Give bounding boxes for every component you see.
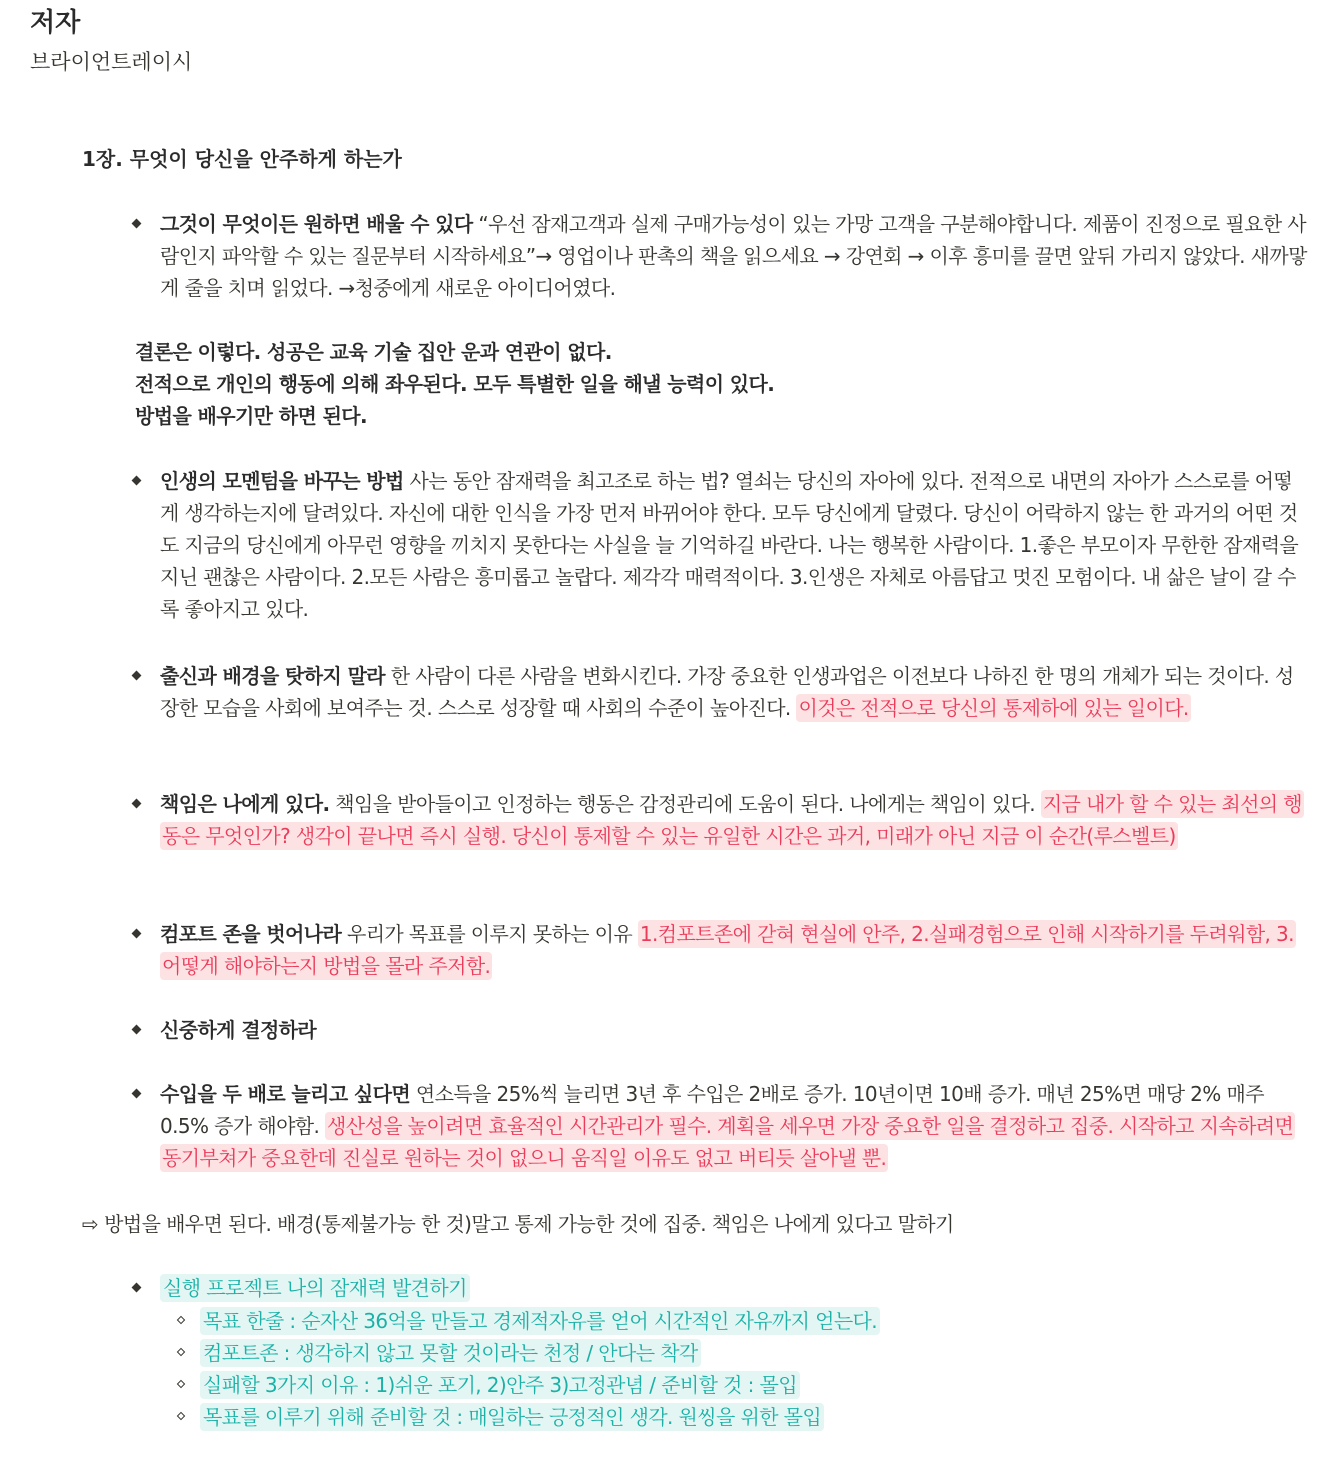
item-body: “우선 잠재고객과 실제 구매가능성이 있는 가망 고객을 구분해야합니다. 제품이 진정으로 필요한 사람인지 파악할 수 있는 질문부터 시작하세요”→ 영업이나 판촉의 책을 읽으세요 → 강연회 → 이후 흥미를 끌면 앞뒤 가리지 않았다. 새까맣게 줄을 치며 읽었다. →청중에게 새로운 아이디어였다.: [160, 212, 1307, 300]
conclusion-line: 결론은 이렇다. 성공은 교육 기술 집안 운과 연관이 없다.: [135, 340, 612, 364]
project-title: 실행 프로젝트 나의 잠재력 발견하기: [160, 1274, 470, 1302]
property-label: 저자: [30, 8, 81, 38]
diamond-outline-icon: [177, 1316, 185, 1324]
item-title: 책임은 나에게 있다.: [160, 792, 330, 816]
item-title: 그것이 무엇이든 원하면 배울 수 있다: [160, 212, 473, 236]
list-item: [160, 1014, 1310, 1046]
bullet-icon: [132, 1025, 142, 1035]
diamond-outline-icon: [177, 1348, 185, 1356]
bullet-icon: [132, 1283, 142, 1293]
sub-item-text: 목표를 이루기 위해 준비할 것 : 매일하는 긍정적인 생각. 원씽을 위한 몰입: [200, 1403, 824, 1431]
bullet-icon: [132, 799, 142, 809]
sub-list-item: [200, 1369, 880, 1401]
sub-item-text: 실패할 3가지 이유 : 1)쉬운 포기, 2)안주 3)고정관념 / 준비할 것 : 몰입: [200, 1371, 800, 1399]
sub-item-text: 목표 한줄 : 순자산 36억을 만들고 경제적자유를 얻어 시간적인 자유까지 얻는다.: [200, 1307, 880, 1335]
item-body: 책임을 받아들이고 인정하는 행동은 감정관리에 도움이 된다. 나에게는 책임이 있다.: [329, 792, 1041, 816]
item-body: 연소득을 25%씩 늘리면 3년 후 수입은 2배로 증가. 10년이면 10배 증가. 매년 25%면 매당 2% 매주 0.5% 증가 해야함.: [160, 1082, 1264, 1138]
item-body: 사는 동안 잠재력을 최고조로 하는 법? 열쇠는 당신의 자아에 있다. 전적으로 내면의 자아가 스스로를 어떻게 생각하는지에 달려있다. 자신에 대한 인식을 가장 먼저 바뀌어야 한다. 모두 당신에게 달렸다. 당신이 어락하지 않는 한 과거의 어떤 것도 지금의 당신에게 아무런 영향을 끼치지 못한다는 사실을 늘 기억하길 바란다. 나는 행복한 사람이다. 1.좋은 부모이자 무한한 잠재력을 지닌 괜찮은 사람이다. 2.모든 사람은 흥미롭고 놀랍다. 제각각 매력적이다. 3.인생은 자체로 아름답고 멋진 모험이다. 내 삶은 날이 갈 수록 좋아지고 있다.: [160, 469, 1299, 621]
property-value[interactable]: 브라이언트레이시: [30, 50, 193, 74]
item-title: 수입을 두 배로 늘리고 싶다면: [160, 1082, 411, 1106]
chapter-title: 1장. 무엇이 당신을 안주하게 하는가: [82, 147, 402, 171]
list-item: [160, 660, 1310, 724]
sub-item-text: 컴포트존 : 생각하지 않고 못할 것이라는 천정 / 안다는 착각: [200, 1339, 701, 1367]
list-item: [160, 918, 1310, 982]
project-sub-list: [200, 1305, 880, 1433]
item-title: 컴포트 존을 벗어나라: [160, 922, 342, 946]
bullet-icon: [132, 1089, 142, 1099]
list-item: [160, 788, 1310, 852]
item-title: 신중하게 결정하라: [160, 1018, 317, 1042]
list-item: [160, 1078, 1310, 1174]
diamond-outline-icon: [177, 1412, 185, 1420]
sub-list-item: [200, 1305, 880, 1337]
summary-text: 방법을 배우면 된다. 배경(통제불가능 한 것)말고 통제 가능한 것에 집중. 책임은 나에게 있다고 말하기: [104, 1212, 954, 1236]
highlighted-text: 지금 내가 할 수 있는 최선의 행동은 무엇인가? 생각이 끝나면 즉시 실행. 당신이 통제할 수 있는 유일한 시간은 과거, 미래가 아닌 지금 이 순간(루스벨트): [162, 792, 1302, 848]
sub-list-item: [200, 1337, 880, 1369]
conclusion-line: 전적으로 개인의 행동에 의해 좌우된다. 모두 특별한 일을 해낼 능력이 있다.: [135, 372, 775, 396]
highlighted-text: 1.컴포트존에 갇혀 현실에 안주, 2.실패경험으로 인해 시작하기를 두려워함, 3.어떻게 해야하는지 방법을 몰라 주저함.: [162, 922, 1294, 978]
item-title: 출신과 배경을 탓하지 말라: [160, 664, 386, 688]
list-item: [160, 465, 1310, 625]
diamond-outline-icon: [177, 1380, 185, 1388]
summary-line: [82, 1208, 954, 1240]
highlighted-text: 이것은 전적으로 당신의 통제하에 있는 일이다.: [798, 696, 1189, 720]
item-title: 인생의 모멘텀을 바꾸는 방법: [160, 469, 404, 493]
conclusion-line: 방법을 배우기만 하면 된다.: [135, 404, 368, 428]
sub-list-item: [200, 1401, 880, 1433]
conclusion-block: [135, 336, 774, 432]
bullet-icon: [132, 929, 142, 939]
bullet-icon: [132, 671, 142, 681]
bullet-icon: [132, 476, 142, 486]
item-body: 우리가 목표를 이루지 못하는 이유: [341, 922, 638, 946]
bullet-icon: [132, 219, 142, 229]
project-item: [160, 1272, 1310, 1304]
hollow-right-arrow-icon: ⇨: [82, 1212, 99, 1236]
list-item: [160, 208, 1310, 304]
highlighted-text: 생산성을 높이려면 효율적인 시간관리가 필수. 계획을 세우면 가장 중요한 일을 결정하고 집중. 시작하고 지속하려면 동기부쳐가 중요한데 진실로 원하는 것이 없으니 움직일 이유도 없고 버티듯 살아낼 뿐.: [162, 1114, 1294, 1170]
item-body: 한 사람이 다른 사람을 변화시킨다. 가장 중요한 인생과업은 이전보다 나하진 한 명의 개체가 되는 것이다. 성장한 모습을 사회에 보여주는 것. 스스로 성장할 때 사회의 수준이 높아진다.: [160, 664, 1294, 720]
